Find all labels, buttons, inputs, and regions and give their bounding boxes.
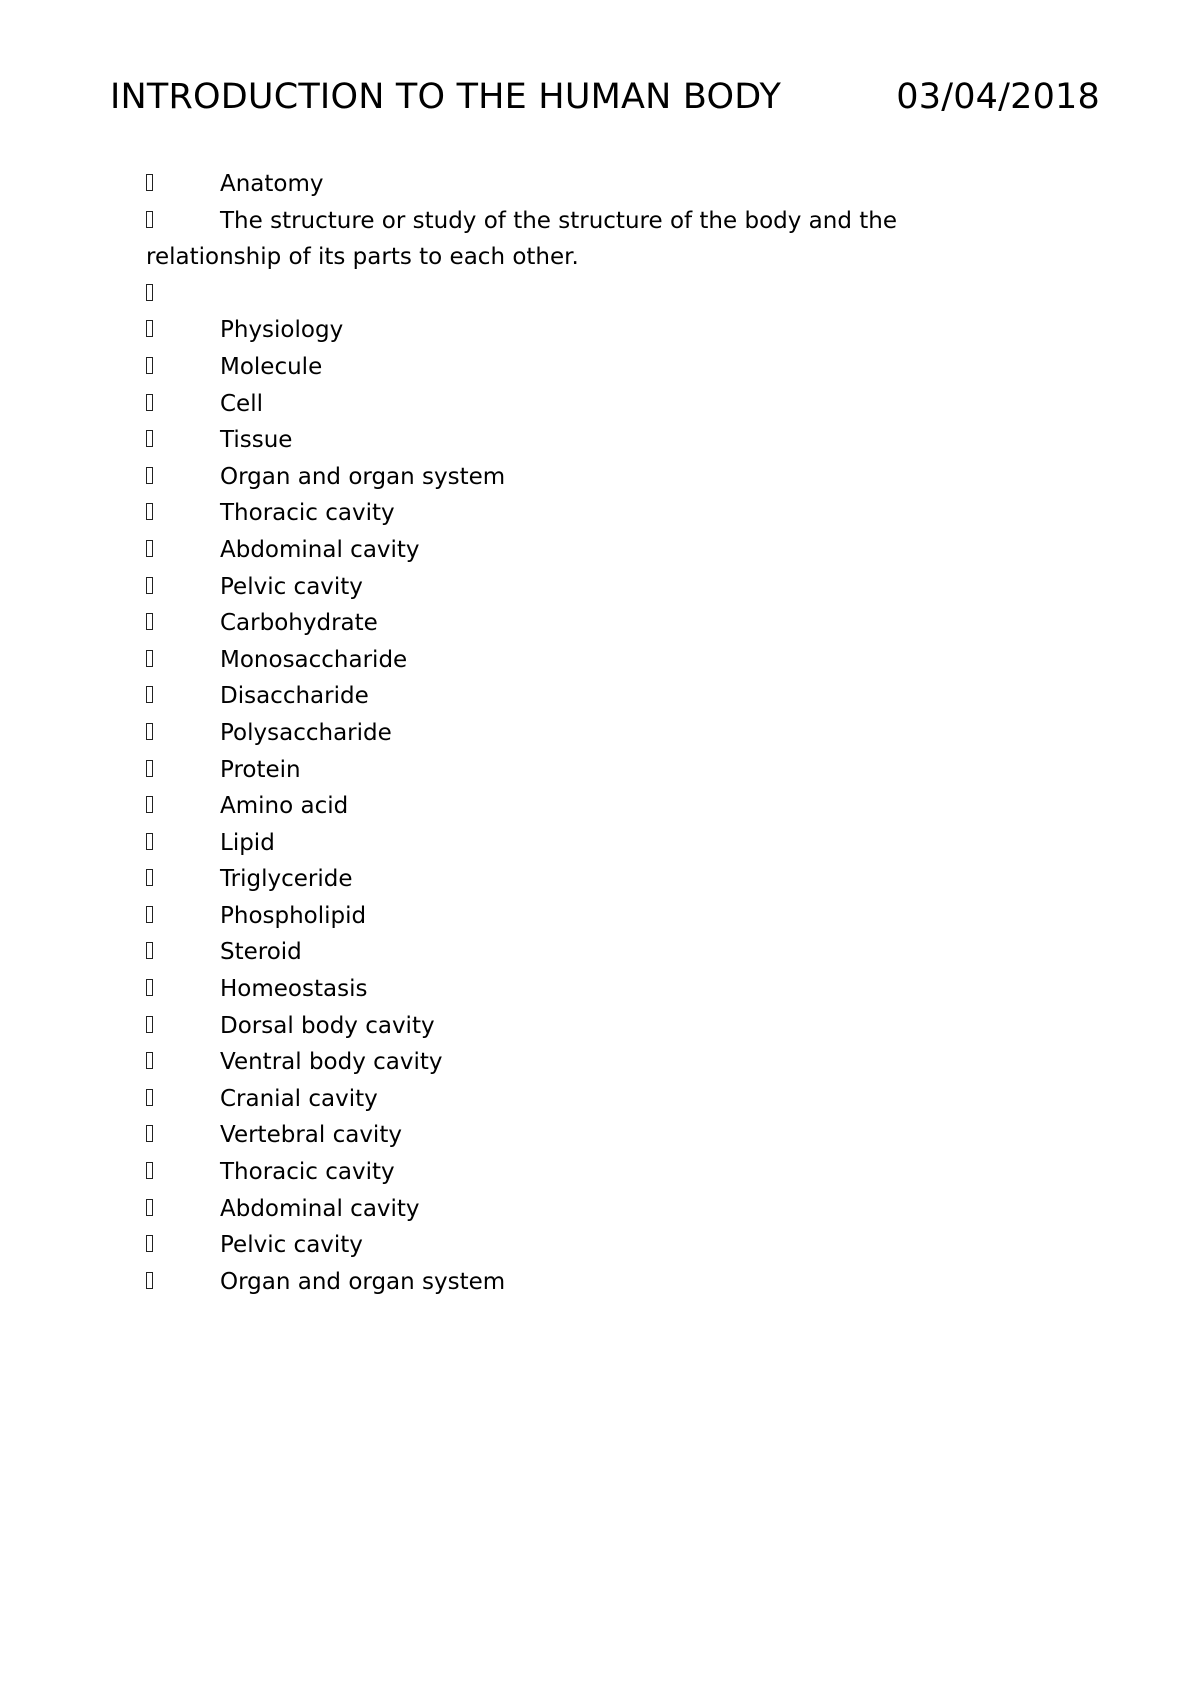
- missing-glyph-box-icon: [146, 1272, 153, 1289]
- list-item-text: Abdominal cavity: [220, 536, 420, 563]
- definition-line-2: relationship of its parts to each other.: [146, 244, 579, 271]
- missing-glyph-box-icon: [146, 540, 153, 557]
- list-item-carbohydrate: [146, 605, 1086, 642]
- missing-glyph-box-icon: [146, 357, 153, 374]
- list-item-thoracic-cavity-2: [146, 1154, 1086, 1191]
- list-item-text: Ventral body cavity: [220, 1049, 443, 1076]
- list-item-text: Tissue: [220, 427, 293, 454]
- list-item-abdominal-cavity: [146, 532, 1086, 569]
- list-item-text: Monosaccharide: [220, 646, 408, 673]
- list-item-text: Abdominal cavity: [220, 1195, 420, 1222]
- list-item-disaccharide: [146, 678, 1086, 715]
- list-item-text: Cranial cavity: [220, 1085, 378, 1112]
- missing-glyph-box-icon: [146, 869, 153, 886]
- missing-glyph-box-icon: [146, 1052, 153, 1069]
- list-item-empty: [146, 276, 1086, 313]
- list-item-monosaccharide: [146, 642, 1086, 679]
- missing-glyph-box-icon: [146, 760, 153, 777]
- missing-glyph-box-icon: [146, 1199, 153, 1216]
- definition-line-1: The structure or study of the structure of the body and the: [220, 207, 897, 234]
- list-item-dorsal-body-cavity: [146, 1008, 1086, 1045]
- list-item-text: Steroid: [220, 939, 302, 966]
- list-item-text: Disaccharide: [220, 683, 369, 710]
- list-item-organ-system-2: [146, 1264, 1086, 1301]
- missing-glyph-box-icon: [146, 833, 153, 850]
- missing-glyph-box-icon: [146, 503, 153, 520]
- list-item-text: Physiology: [220, 317, 344, 344]
- missing-glyph-box-icon: [146, 942, 153, 959]
- list-item-abdominal-cavity-2: [146, 1191, 1086, 1228]
- list-item-homeostasis: [146, 971, 1086, 1008]
- missing-glyph-box-icon: [146, 577, 153, 594]
- list-item-text: Thoracic cavity: [220, 1159, 395, 1186]
- list-item-vertebral-cavity: [146, 1117, 1086, 1154]
- list-item-text: Dorsal body cavity: [220, 1012, 435, 1039]
- list-item-amino-acid: [146, 788, 1086, 825]
- list-item-text: Phospholipid: [220, 902, 367, 929]
- missing-glyph-box-icon: [146, 284, 153, 301]
- list-item-lipid: [146, 825, 1086, 862]
- list-item-phospholipid: [146, 898, 1086, 935]
- list-item-text: Molecule: [220, 353, 323, 380]
- missing-glyph-box-icon: [146, 467, 153, 484]
- list-item-text: Polysaccharide: [220, 719, 392, 746]
- list-item-anatomy-definition: [146, 203, 1086, 276]
- missing-glyph-box-icon: [146, 1235, 153, 1252]
- list-item-text: Cell: [220, 390, 263, 417]
- list-item-pelvic-cavity-2: [146, 1227, 1086, 1264]
- missing-glyph-box-icon: [146, 211, 153, 228]
- list-item-ventral-body-cavity: [146, 1044, 1086, 1081]
- list-item-text: Triglyceride: [220, 866, 353, 893]
- list-item-text: Amino acid: [220, 793, 349, 820]
- list-item-text: Organ and organ system: [220, 1268, 506, 1295]
- missing-glyph-box-icon: [146, 796, 153, 813]
- missing-glyph-box-icon: [146, 979, 153, 996]
- missing-glyph-box-icon: [146, 1016, 153, 1033]
- list-item-text: Homeostasis: [220, 976, 368, 1003]
- list-item-text: Thoracic cavity: [220, 500, 395, 527]
- missing-glyph-box-icon: [146, 1162, 153, 1179]
- missing-glyph-box-icon: [146, 1125, 153, 1142]
- list-item-protein: [146, 752, 1086, 789]
- missing-glyph-box-icon: [146, 174, 153, 191]
- missing-glyph-box-icon: [146, 613, 153, 630]
- list-item-text: Pelvic cavity: [220, 1232, 363, 1259]
- list-item-physiology: [146, 312, 1086, 349]
- list-item-thoracic-cavity: [146, 495, 1086, 532]
- list-item-text: Organ and organ system: [220, 463, 506, 490]
- list-item-text: Pelvic cavity: [220, 573, 363, 600]
- term-list: [146, 166, 1086, 1300]
- missing-glyph-box-icon: [146, 723, 153, 740]
- missing-glyph-box-icon: [146, 430, 153, 447]
- document-title: INTRODUCTION TO THE HUMAN BODY: [110, 77, 782, 117]
- list-item-anatomy: [146, 166, 1086, 203]
- missing-glyph-box-icon: [146, 686, 153, 703]
- list-item-triglyceride: [146, 861, 1086, 898]
- missing-glyph-box-icon: [146, 394, 153, 411]
- list-item-text: Carbohydrate: [220, 610, 378, 637]
- list-item-cranial-cavity: [146, 1081, 1086, 1118]
- list-item-text: Protein: [220, 756, 301, 783]
- list-item-steroid: [146, 934, 1086, 971]
- missing-glyph-box-icon: [146, 650, 153, 667]
- list-item-tissue: [146, 422, 1086, 459]
- document-header: [110, 72, 1100, 122]
- list-item-text: Vertebral cavity: [220, 1122, 402, 1149]
- list-item-polysaccharide: [146, 715, 1086, 752]
- list-item-text: Anatomy: [220, 171, 324, 197]
- list-item-molecule: [146, 349, 1086, 386]
- document-date: 03/04/2018: [896, 77, 1100, 117]
- list-item-text: Lipid: [220, 829, 275, 856]
- list-item-pelvic-cavity: [146, 569, 1086, 606]
- missing-glyph-box-icon: [146, 906, 153, 923]
- list-item-cell: [146, 386, 1086, 423]
- missing-glyph-box-icon: [146, 320, 153, 337]
- list-item-organ-system: [146, 459, 1086, 496]
- missing-glyph-box-icon: [146, 1089, 153, 1106]
